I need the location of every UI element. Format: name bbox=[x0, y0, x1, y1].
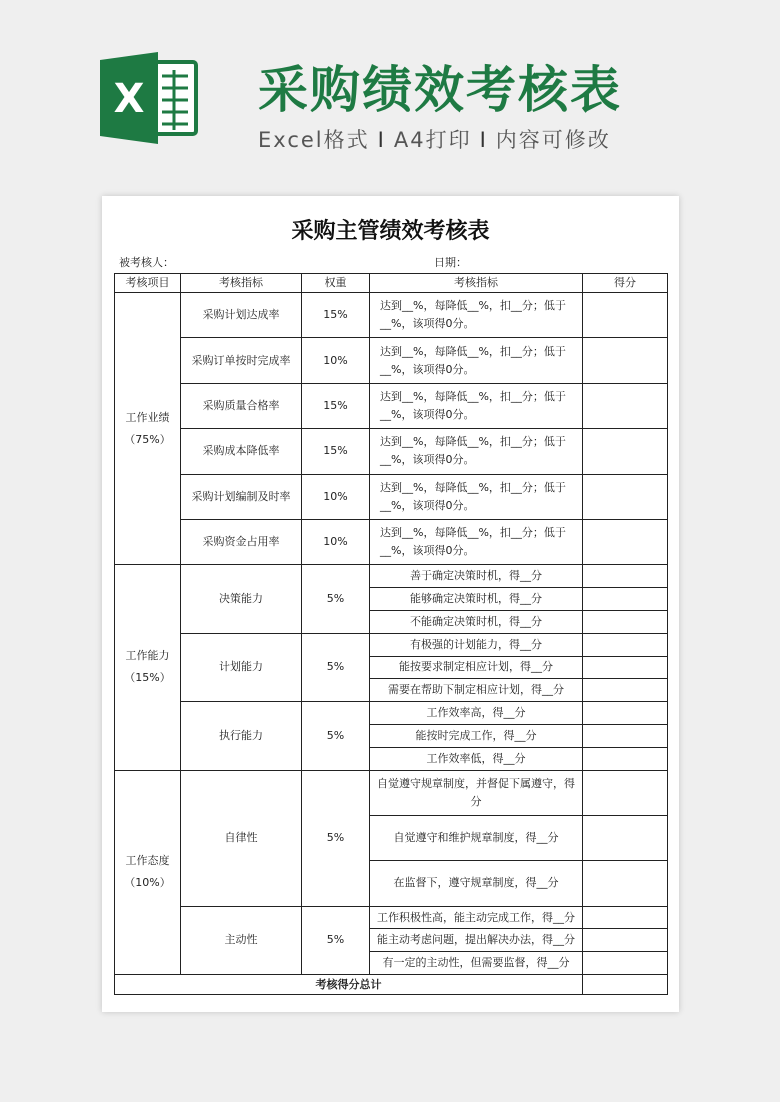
weight-cell: 5% bbox=[302, 702, 370, 770]
column-header: 考核指标 bbox=[370, 274, 583, 293]
indicator-cell: 采购计划编制及时率 bbox=[181, 474, 302, 519]
weight-cell: 5% bbox=[302, 770, 370, 906]
table-row bbox=[115, 702, 668, 725]
indicator-cell: 采购订单按时完成率 bbox=[181, 338, 302, 383]
date-label: 日期： bbox=[434, 256, 467, 269]
table-header-row bbox=[115, 274, 668, 293]
total-label: 考核得分总计 bbox=[115, 975, 583, 995]
weight-cell: 5% bbox=[302, 565, 370, 633]
page-title: 采购绩效考核表 bbox=[258, 61, 622, 119]
table-row bbox=[115, 383, 668, 428]
weight-cell: 10% bbox=[302, 519, 370, 564]
score-cell[interactable] bbox=[583, 383, 668, 428]
criteria-cell: 在监督下，遵守规章制度，得__分 bbox=[370, 861, 583, 906]
column-header: 考核项目 bbox=[115, 274, 181, 293]
score-cell[interactable] bbox=[583, 588, 668, 611]
column-header: 得分 bbox=[583, 274, 668, 293]
criteria-cell: 有极强的计划能力，得__分 bbox=[370, 633, 583, 656]
table-row bbox=[115, 906, 668, 929]
indicator-cell: 采购质量合格率 bbox=[181, 383, 302, 428]
criteria-cell: 工作效率低，得__分 bbox=[370, 747, 583, 770]
score-cell[interactable] bbox=[583, 702, 668, 725]
criteria-cell: 达到__%，每降低__%，扣__分；低于__%，该项得0分。 bbox=[370, 474, 583, 519]
table-row bbox=[115, 338, 668, 383]
score-cell[interactable] bbox=[583, 633, 668, 656]
criteria-cell: 工作效率高，得__分 bbox=[370, 702, 583, 725]
score-cell[interactable] bbox=[583, 747, 668, 770]
score-cell[interactable] bbox=[583, 770, 668, 815]
criteria-cell: 达到__%，每降低__%，扣__分；低于__%，该项得0分。 bbox=[370, 338, 583, 383]
criteria-cell: 工作积极性高，能主动完成工作，得__分 bbox=[370, 906, 583, 929]
subtitle-editable: 内容可修改 bbox=[495, 128, 611, 152]
section-name: 工作业绩 （75%） bbox=[115, 293, 181, 565]
excel-icon-letter: X bbox=[113, 76, 145, 122]
document-sheet bbox=[102, 196, 679, 1012]
criteria-cell: 达到__%，每降低__%，扣__分；低于__%，该项得0分。 bbox=[370, 519, 583, 564]
subtitle-separator: I bbox=[479, 128, 488, 152]
score-cell[interactable] bbox=[583, 293, 668, 338]
criteria-cell: 能主动考虑问题，提出解决办法，得__分 bbox=[370, 929, 583, 952]
score-cell[interactable] bbox=[583, 906, 668, 929]
score-cell[interactable] bbox=[583, 656, 668, 679]
page-subtitle bbox=[258, 124, 611, 154]
score-cell[interactable] bbox=[583, 338, 668, 383]
column-header: 权重 bbox=[302, 274, 370, 293]
criteria-cell: 不能确定决策时机，得__分 bbox=[370, 610, 583, 633]
score-cell[interactable] bbox=[583, 429, 668, 474]
indicator-cell: 决策能力 bbox=[181, 565, 302, 633]
subtitle-format: Excel格式 bbox=[258, 128, 370, 152]
table-row bbox=[115, 429, 668, 474]
table-row bbox=[115, 565, 668, 588]
table-row bbox=[115, 633, 668, 656]
indicator-cell: 采购成本降低率 bbox=[181, 429, 302, 474]
criteria-cell: 能够确定决策时机，得__分 bbox=[370, 588, 583, 611]
indicator-cell: 自律性 bbox=[181, 770, 302, 906]
criteria-cell: 善于确定决策时机，得__分 bbox=[370, 565, 583, 588]
column-header: 考核指标 bbox=[181, 274, 302, 293]
score-cell[interactable] bbox=[583, 565, 668, 588]
criteria-cell: 达到__%，每降低__%，扣__分；低于__%，该项得0分。 bbox=[370, 429, 583, 474]
score-cell[interactable] bbox=[583, 610, 668, 633]
score-cell[interactable] bbox=[583, 952, 668, 975]
criteria-cell: 达到__%，每降低__%，扣__分；低于__%，该项得0分。 bbox=[370, 293, 583, 338]
indicator-cell: 采购计划达成率 bbox=[181, 293, 302, 338]
weight-cell: 5% bbox=[302, 906, 370, 974]
total-row bbox=[115, 975, 668, 995]
weight-cell: 15% bbox=[302, 429, 370, 474]
section-name: 工作态度 （10%） bbox=[115, 770, 181, 975]
reviewee-label: 被考核人： bbox=[119, 256, 174, 269]
table-row bbox=[115, 474, 668, 519]
score-cell[interactable] bbox=[583, 519, 668, 564]
table-row bbox=[115, 293, 668, 338]
indicator-cell: 计划能力 bbox=[181, 633, 302, 701]
weight-cell: 5% bbox=[302, 633, 370, 701]
indicator-cell: 执行能力 bbox=[181, 702, 302, 770]
weight-cell: 10% bbox=[302, 338, 370, 383]
weight-cell: 15% bbox=[302, 293, 370, 338]
criteria-cell: 达到__%，每降低__%，扣__分；低于__%，该项得0分。 bbox=[370, 383, 583, 428]
criteria-cell: 需要在帮助下制定相应计划，得__分 bbox=[370, 679, 583, 702]
total-score-cell[interactable] bbox=[583, 975, 668, 995]
section-name: 工作能力 （15%） bbox=[115, 565, 181, 770]
score-cell[interactable] bbox=[583, 474, 668, 519]
assessment-table bbox=[114, 273, 668, 995]
subtitle-print: A4打印 bbox=[393, 128, 472, 152]
table-row bbox=[115, 519, 668, 564]
indicator-cell: 主动性 bbox=[181, 906, 302, 974]
score-cell[interactable] bbox=[583, 929, 668, 952]
excel-icon bbox=[100, 52, 200, 144]
weight-cell: 15% bbox=[302, 383, 370, 428]
criteria-cell: 能按时完成工作，得__分 bbox=[370, 724, 583, 747]
score-cell[interactable] bbox=[583, 861, 668, 906]
document-title: 采购主管绩效考核表 bbox=[291, 219, 490, 244]
score-cell[interactable] bbox=[583, 815, 668, 860]
weight-cell: 10% bbox=[302, 474, 370, 519]
criteria-cell: 自觉遵守和维护规章制度，得__分 bbox=[370, 815, 583, 860]
criteria-cell: 能按要求制定相应计划，得__分 bbox=[370, 656, 583, 679]
score-cell[interactable] bbox=[583, 679, 668, 702]
criteria-cell: 自觉遵守规章制度，并督促下属遵守，得分 bbox=[370, 770, 583, 815]
indicator-cell: 采购资金占用率 bbox=[181, 519, 302, 564]
subtitle-separator: I bbox=[377, 128, 386, 152]
criteria-cell: 有一定的主动性，但需要监督，得__分 bbox=[370, 952, 583, 975]
score-cell[interactable] bbox=[583, 724, 668, 747]
table-row bbox=[115, 770, 668, 815]
